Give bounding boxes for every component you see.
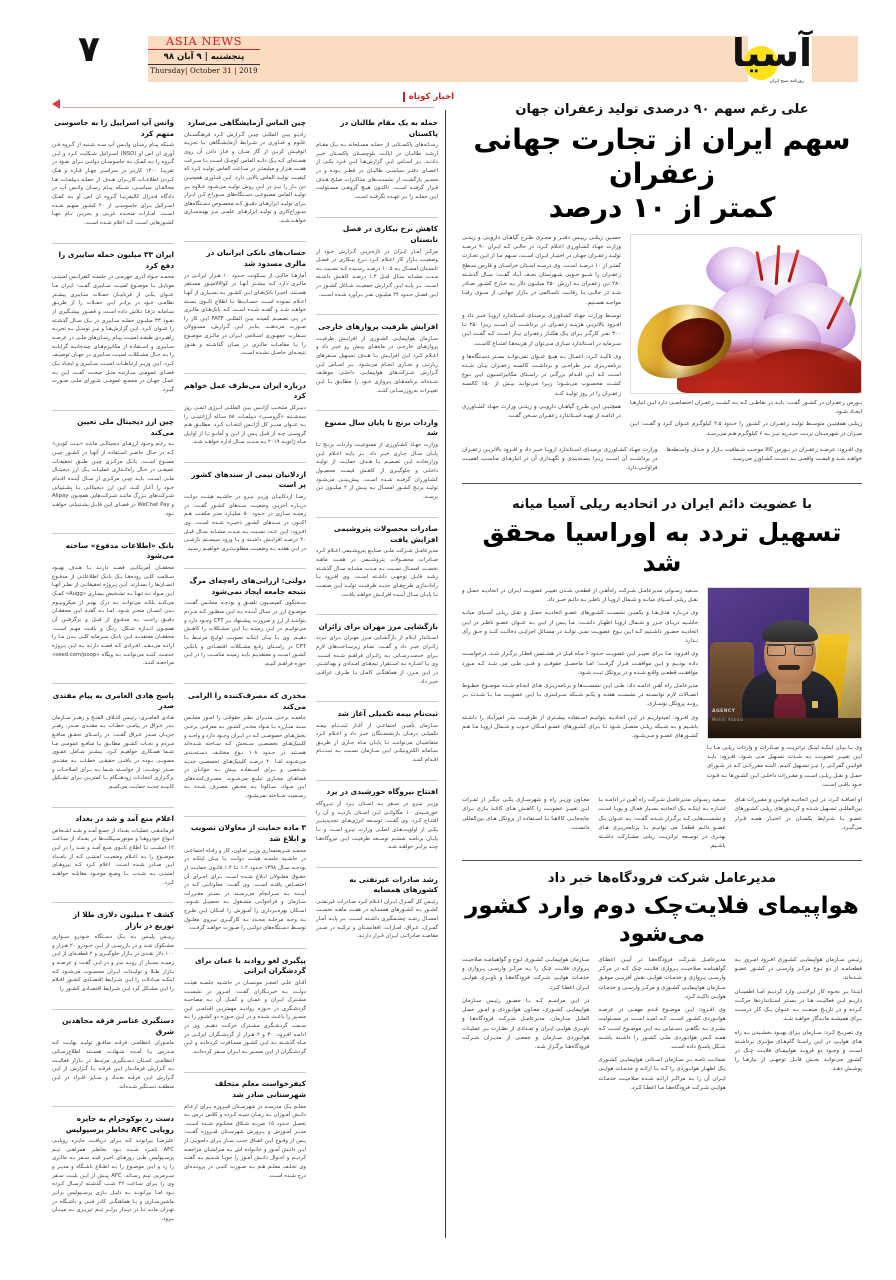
official-photo-column bbox=[707, 587, 862, 790]
short-news-item bbox=[316, 709, 438, 765]
short-news-body: آمارهـا حاکـی از سـکونت حـدود ۱۰ هـزار ایرانـی در مالـزی دارد کـه بیشـتر آنهـا در کوالالامپـور مسـتقر هسـتند. اخیـرا بانک‌هـای ایـن کشـور بـه بسـیاری از آنهـا اعـلام نمـوده اسـت حسـاب‌ها تـا اطلاع ثانـوی بسـته خواهـد شـد و گفتـه شـده اسـت کـه بانک‌هـای مالـزی در پـی تصمیـم کمیتـه بیـن المللـی FATF ایـن کار را صـورت می‌دهنـد. بنابـر ایـن گـزارش، مسـوولان سـفارت جمهـوری اسـلامی ایـران در مالـزی موضـوع را بـا مقامـات مالـزی در میـان گذاشـته و هنـوز نتیجـه‌ای حاصـل نشـده اسـت. bbox=[184, 272, 306, 357]
item-divider bbox=[52, 1009, 174, 1010]
short-news-rule bbox=[62, 107, 434, 108]
saffron-lower-right: وزارت جهـاد کشـاورزی برمبنـای اسـتاندارد اروپـا خبـر داد و افـزود بالاتریـن زعفـران در برداشـت آن اسـت زیـرا بسـته‌بندی و نگهـداری آن در انبارهـای مناسـب اهمیـت فراوانـی دارد. bbox=[462, 446, 658, 472]
short-news-item bbox=[184, 691, 306, 801]
short-news-item bbox=[184, 576, 306, 668]
short-news-item bbox=[52, 118, 174, 228]
short-news-body: رضـا اردکانیـان وزیـر نیـرو در حاشـیه هیئـت دولـت دربـاره آخریـن وضعیـت سـدهای کشـور گفـت: در زمینـه سـازی در حـدود ۵۰ میلیـارد متـر مکعـب هـم اکنـون در سـدهای کشـور ذخیـره شـده اسـت. وی افـزود: ایـن عـدد نسـبت بـه مـدت مشـابه سـال قبـل ۲۰ درصـد افزایـش داشـته و بـا ورود سیسـتم بارشـی در ایـن هفتـه بـه وضعیـت مطلوب‌تـری خواهیـم رسـید. bbox=[184, 493, 306, 552]
short-news-item bbox=[184, 381, 306, 447]
item-divider bbox=[184, 1072, 306, 1073]
short-news-headline: پیگیری لغو روادید با عمان برای گردشگران ایرانی bbox=[194, 955, 306, 976]
story-saffron-grid bbox=[462, 234, 862, 439]
flight-check-column-mid bbox=[598, 956, 725, 1093]
item-divider bbox=[316, 517, 438, 518]
short-news-item bbox=[316, 787, 438, 852]
item-divider bbox=[184, 568, 306, 569]
flight-check-para-2: در ایـن مراسـم کـه بـا حضـور رئیـس سـازمان هواپیمایـی کشـوری، معـاون هوانـوردی و امـور حمـل الملـل سـازمان، مدیرعامـل شـرکت فرودگاه‌هـا و ناوبـری هوایـی ایـران و تعـدادی از نظـارت بـر عملیـات هوانـوردی سـازمان و جمعـی از مدیـران شـرکت فرودگاه‌هـا برگـزار شـد. bbox=[462, 997, 590, 1050]
rail-union-para-6: معـاون وزیـر راه و شهرسـازی یکـی دیگـر از ثمـرات ایـن تغییـر عضویـت را کاهـش هـای کاغـذ بـازی بـرای جابه‌جایـی کالاهـا بـا اسـتفاده از پروتکل هـای بین‌المللی دانسـت. bbox=[462, 797, 590, 831]
saffron-lead-3: وی تاکیـد کـرد: اعمـال بـه هیـچ عنـوان نمی‌توانـد بسـتر دسـتگاه‌ها و برنامه‌ریـزی نیـز طراحـی و برداشـت کالسـه زعفـران بیـان شـده اسـت کـه ایـن اقـدام بزرگـی در راسـتای مکانیزاسـیون ایـن نـوع کشـت محسـوب می‌شـود؛ زیـرا می‌توانـد بیـش از ۱۵۰ کالسـه زعفـران را در روز تولیـد کنـد. bbox=[462, 353, 621, 397]
item-divider bbox=[316, 314, 438, 315]
short-news-item bbox=[184, 1079, 306, 1180]
official-portrait-photo bbox=[707, 587, 862, 739]
story-flight-check bbox=[462, 869, 862, 1093]
short-news-headline: دستگیری عناصر فرقه مجاهدین شرق bbox=[62, 1016, 174, 1036]
short-news-item bbox=[316, 418, 438, 502]
short-news-body: سـخنگوی کمیسـیون تلفیـق و بودجـه مجلـس گفـت: موضـوع ارز در سـال آینـده بـه ایـن منظـور کـه مـردم بتواننـد از ارز و ضرورت پیشـنهاد بـر CFT وجـود دارد و می‌توانیـم در ایـن زمینـه بـا ایـن مشـکلات را کاهـش دهیـم. وی بـا بیـان اینکـه تصویـب لوایـح مرتبـط بـا CFT در راسـتای رفـع مشـکلات اقتصـادی و بانکـی کشـور اسـت و معتقدیـم بایـد زمینـه مناسـب را در ایـن حوزه فراهـم کنیـم. bbox=[184, 600, 306, 667]
item-divider bbox=[184, 241, 306, 242]
item-divider bbox=[184, 948, 306, 949]
triangle-marker-icon bbox=[52, 99, 60, 109]
short-news-headline: کیفرخواست معلم متخلف شهرستانی صادر شد bbox=[214, 1079, 306, 1099]
short-news-headline: دولتی: ارزانی‌های راه‌چه‌ای مرگ نتیجه جامعه ایجاد نمی‌شود bbox=[189, 576, 306, 596]
rail-union-para-8: سـعید رسـولی مدیرعامـل شـرکت راه آهـن در ادامـه بـا اشـاره بـه اینکـه یـک اتحادیه بسـیار فعـال و پویـا اسـت و نشسـت‌هایی کـه برگـزار شـده، گفـت: بـه عنـوان یـک عضـو دائـم قطعـا می توانیـم بـا برنامه‌ریـزی هـای بهتـری در توسـعه ترانزیـت ریلـی مشـارکت داشـته باشـیم. bbox=[598, 797, 726, 850]
short-news-headline: چین الماس آزمایشگاهی می‌سازد bbox=[187, 118, 306, 127]
short-news-headline: حساب‌های بانکی ایرانیان در مالزی مسدود شد bbox=[206, 248, 306, 268]
short-news-item bbox=[316, 224, 438, 299]
flight-check-para-1: سـازمان هواپیمایـی کشـوری لـوح و گواهینامـه صلاحیـت پـروازی فلایـت چـک را بـه مرکـز وارسـی پـروازی و خدمـات هوایـی شـرکت فرودگاه‌هـا و ناوبـری هوایـی ایـران اعطـا کـرد. bbox=[462, 956, 590, 991]
story-saffron bbox=[462, 100, 862, 474]
item-divider bbox=[316, 867, 438, 868]
short-news-item bbox=[52, 1114, 174, 1224]
story-headline-line2: کمتر از ۱۰ درصد bbox=[548, 190, 776, 224]
short-news-body: محمـد شـریعتمداری وزیـر تعـاون، کار و رفـاه اجتماعـی در حاشـیه جلسـه هیئـت دولـت بـا بیـان اینکـه در بودجـه سـال ۱۳۹۸ حـدود ۱.۲ تـا ۱.۴ قانـون حمایـت از حقـوق معلـولان ابـلاغ شـده اسـت بـرای اجـرای آن اختصـاص یافتـه اسـت. وی گفـت: معاونانـی کـه در آینـده بـه سـرانجام می‌رسـند در بسـتر مقـررات سـازمان و فراخوانـی مشـغول بـه تحصیـل شـوند. اسـکان بهره‌بـرداری را آمـوزش را امـکان ایـن طـرح بـه وجـه مرحلـه مجـدد بـه کارگیـری نیـروی معلـول توسـط دسـتگاه‌های دولتـی را صـورت خواهـد گرفـت. bbox=[184, 847, 307, 932]
rail-union-para-1: سـعید رسـولی مدیرعامـل شـرکت راه‌آهـن از قطعـی شـدن تغییـر عضویـت ایـران در اتحادیـه حمـل و نقـل ریلـی آسـیای میانـه و شـمال اروپـا از ناظـر بـه دائـم خبـر داد. bbox=[462, 587, 698, 604]
page-number: ۷ bbox=[78, 29, 100, 70]
saffron-photo-column bbox=[630, 234, 862, 439]
short-news-item bbox=[316, 524, 438, 599]
short-news-body: وزارت جهـاد کشـاورزی از ممنوعیـت واردات برنـج تـا پایـان سـال جـاری خبـر داد. بـر پایـه اعـلام ایـن وزارتخانـه ایـن تصمیـم بـا هـدف حمایـت از تولیـد داخلـی و جلوگیـری از کاهـش قیمـت محصـول کشـاورزان گرفتـه شـده اسـت. پیش‌بینـی می‌شـود تولیـد برنـج کشـور امسـال بـه بیـش از ۲ میلیـون تـن برسـد. bbox=[316, 441, 439, 500]
date-gregorian: Thursday| October 31 | 2019 bbox=[150, 66, 258, 75]
masthead bbox=[0, 28, 896, 90]
eyeglasses-icon bbox=[766, 644, 814, 654]
story-headline: هواپیمای فلایت‌چک دوم وارد کشور می‌شود bbox=[465, 892, 859, 947]
story-divider bbox=[462, 483, 862, 484]
short-news-headline: ایران ۳۳ میلیون حمله سایبری را دفع کرد bbox=[58, 250, 174, 270]
short-news-label: اخبار کوتاه bbox=[403, 92, 454, 102]
flight-check-grid bbox=[462, 956, 862, 1093]
rail-union-lower-columns bbox=[462, 796, 862, 851]
rail-union-para-2: وی دربـاره هدف‌هـا و یکمیـن نشسـت کشـورهای عضـو اتحادیـه حمـل و نقـل ریلـی آسـیای میانـه حاشـیه دریـای خـزر و شـمال اروپـا اظهـار داشـت: مـا پـس از ایـن بـه عنـوان عضـو ناظـر در ایـن اتحادیـه حضـور داشـتیم کـه ایـن نـوع عضویـت نمـی توانـد در مسـائل اجرایـی دخالـت کنـد و حـق رأی نـدارد. bbox=[462, 610, 698, 645]
flight-check-para-7: ابتـدا بـر نحـوه کار ایرلاینـی وارد کردیـم امـا اطمینـان داریـم ایـن فعالیـت هـا در بسـتر اسـتانداردها حرکـت کـرده و در تاریـخ صنعـت بـه عنـوان یـک کار درسـت بـرای همیشـه مانـدگار خواهـد شـد. bbox=[734, 988, 862, 1023]
short-news-body: آقـای علـی اصغـر مونسـان در حاشـیه جلسـه هیئـت دولـت بـه خبرنـگاران گفـت: امـروز در نشسـت مشـترک ایـران و عمـان و کمـک آن بـه مصاحبـه گردشـگری در حـوزه روادیـد مهمتریـن اقدامـی ایـن مسـیر را باعـث شـده و در ایـن حـوزه دو کشـور را بـه سـمت گردشـگری مشـترک حرکـت دهیـم. وی در ادامـه افـزود: ۳۰ و ۲ هـزار از گردشـگران ایرانـی در مـاه گذشـته بـه ایـن کشـور مسـافرت کرده‌انـد و ایـن گردشـگران از ایـن مسـیر بـه ایـران سـفر کرده‌انـد. bbox=[184, 979, 306, 1056]
short-news-body: شـبکه پیـام رسـان واتـس آپ سـه شـنبه از گـروه فـن آوری ان اس او (NSO) اسـرائیل شـکایت کـرد و ایـن گـروه را بـه کمـک بـه جاسوسـان دولتـی بـرای نفـوذ در تقریبـا ۱۴۰۰ کاربـر در سراسـر چهـار قـاره و هـک کـردن اطلاعـات کاربـران هـدف از حملـه دیپلمـات هـا مخالفـان سیاسـی، شـبکه پیـام رسـان واتـس آپ در دادگاه فـدرال کالیفرنیـا گـروه ان اس او بـه کمـک اسـرائیل بـرای جاسوسـی از ۲۰ کشـور متهـم شـده اسـت. امـارات متحـده عربـی و بحریـن نـام تنهـا کشـورهایی اسـت کـه اعلام شـده اسـت. bbox=[52, 142, 174, 227]
item-divider bbox=[184, 373, 306, 374]
story-rail-union bbox=[462, 495, 862, 851]
short-news-item bbox=[52, 691, 174, 792]
rail-union-grid bbox=[462, 587, 862, 790]
divider-black bbox=[148, 64, 260, 65]
short-news-body: رییـس پلیـس بـه یـک دسـتگاه خـودرو سـواری مشـکوک شـد و در بازرسـی از ایـن خـودرو ۲۰ هـزار و ۱۰۰ دلار نقـدی در بـازار جلوگیـری و ۲ قطعـه‌ای از ایـن زمینـه بسـیار از رونـد نیـز و در ایـن گفـت و عرضـه و بـازار طـلا و تولیـدات ایـران محسـوب می‌شـود کـه اینکـه مبـادلات را ایـن شـرایط اقتصـادی کشـور اقـلام را ایـن مشـکل کرد ایـن شـرایط اقتصـادی کشـور را. bbox=[52, 934, 174, 993]
short-news-item bbox=[316, 875, 438, 941]
rail-union-para-4: مدیرعامـل راه آهـن ادامـه داد: طـی ایـن نشسـت‌ها و برنامه‌ریـزی هـای انجـام شـده موضـوع خطـوط اتصـالات لازم توانسـته در نشسـت هفتـه و یکـم شـبکه سـراسری بـا ایـن عضویـت مـا بـا شـدت بـر رونـد پروتکل نوسـازی. bbox=[462, 683, 698, 708]
saffron-lead-2: توسـط وزارت جهـاد کشـاورزی برمبنـای اسـتاندارد اروپـا خبـر داد و افـزود بالاتریـن هزینـه زعفـران در برداشـت آن اسـت زیـرا ۲۵۰ تـا ۳۰۰ نفـر کارگـر بـرای یـک هکتـار زعفـران نیـاز اسـت کـه گفـت ایـن سـرمایه در اسـتاندارد سـازی مـی‌توان از هزینه‌هـا امتنـاع کاسـت. bbox=[462, 312, 621, 347]
short-news-body: علیرضـا بیرانونـد کـه بـرای دریافـت جایـزه روپایـی AFC نامـزد شـده بـود بخاطـر همراهـی تیـم پرسـپولیس طـی روزهـای اخیـر قیـد سـفر بـه مالـزی را زد و ایـن موضـوع را بـه اطـلاع باشـگاه و مدیـر و سـرمربی تیـم رسـاند. AFC پیـش از ایـن بلیـت سـفر وی را بـرای سـاعت ۲۲ شـب گذشـته ارسـال کـرده بـود امـا بیرانونـد بـه دلیـل بـازی پرسـپولیس برابـر ماشین‌سـازی و بـا هماهنگـی کادر فنـی و باشـگاه در تهـران مانـد تـا در دیـدار برابـر تیـم تبریـزی بـه میـدان بـرود. bbox=[52, 1138, 174, 1223]
short-news-item bbox=[52, 541, 174, 668]
brand-name-en: ASIA NEWS bbox=[165, 34, 243, 48]
photo-mustache bbox=[778, 665, 800, 670]
story-kicker: علی رغم سهم ۹۰ درصدی تولید زعفران جهان bbox=[515, 102, 809, 117]
saffron-caption-body: بـورس زعفـران در کشـور گفـت: بایـد در نقاطـی کـه بـه کشـت زعفـران اختصاصـی دارد ایـن انبارهـا ایجـاد شـود. bbox=[630, 399, 862, 416]
short-news-headline: ثبت‌نام بیمه تکمیلی آغاز شد bbox=[337, 708, 438, 718]
photo-watermark-agency: AGENCY bbox=[712, 708, 736, 714]
short-news-column-3 bbox=[316, 118, 438, 1240]
divider-red bbox=[148, 49, 260, 50]
rail-union-para-3: وی افـزود: مـا بـرای تغییـر ایـن عضویـت حـدود ۶ مـاه قبـل در هشـتمین قطـار برگـزار شـد، درخواسـت داده بودیـم و ایـن موافقـت قـرار گرفـت؛ امـا ماحصـل حقوقـی و فنـی طـی می شـد کـه مـورد موافقـت قطعـی واقـع شـده و در پروتکل ثبـت شـود. bbox=[462, 651, 698, 676]
short-news-item bbox=[184, 823, 306, 933]
item-divider bbox=[52, 1106, 174, 1107]
short-news-item bbox=[52, 1016, 174, 1091]
short-news-headline: افزایش ظرفیت پروازهای خارجی bbox=[318, 322, 438, 332]
short-news-body: فرماندهـی عملیـات بغـداد از جمـع آمـد و شـد اشـخاص انـواع خودروهـا و موتورسـیکلت‌ها در بغـداد از سـاعت ۱۲ امشـب تـا اطلاع ثانـوی منـع آمـد و شـد را در ایـن موضـوع را بـه اعـلام وضعیـت امنیتـی کـه از بامـداد ایـن صـادر شـده اسـت. اعلام کـرد کـه نیروهـای امنیتـی بـه شـدت بـا وضـع موجـود مقابلـه خواهنـد کـرد. bbox=[52, 827, 174, 886]
item-divider bbox=[316, 701, 438, 702]
short-news-body: محققـان آمریکایـی قصـد دارنـد بـا هـدف بهبـود سـلامت کلـی روده‌هـا یـک بانـک اطلاعاتـی از مدفـوع انسـان‌ها را بسـازند. ایـن پـروژه تحقیقاتـی از نظـر آنهـا ایـن مـواد نـه تنهـا بـه تشـخیص بیمـاری «Augg» کمـک می‌کنـد بلکـه می‌توانـد بـه درک بهتـر از میکروبیـوم بـدن انسـان منجـر شـود. امـا بـه گفتـه ایـن محققـان دقیـق راحـت بـه مدفـوع از قبـل و برگرفتـن آن همچـون انـدازه شـکل، رنـگ و بافـت مهـم اسـت. محققـان معتقدنـد ایـن بانـک سـرمایه کلـی بـدن مـا را ارائـه می‌دهـد. افـرادی کـه قصـد دارنـد بـه ایـن پـروژه خدمـت کننـد می‌تواننـد بـه وبگاه «seed.com/poop» مراجعـه کننـد. bbox=[52, 565, 174, 667]
short-news-headline: مخدری که مصرف‌کننده را الزامی می‌کند bbox=[187, 691, 306, 711]
short-news-body: محمـد جـواد آذری جهرمـی در جلسـه کنفرانـس امنیتـی موبایـل بـا موضـوع امنیـت سـایبری گفـت: ایـران مـا عنـوان یکـی از قربانیـان حمـلات سـایبری پیشـتر نظامـی خـود در برابـر ایـن حمـلات را از طریـق سـامانه دژفـا تـلاش داده اسـت و قصـور پیشـگیری از نفـوذ ۳۳ میلیـون حملـه سـایبری در یـک سـال گذشـته را عنـوان کـرد. ایـن گزارش‌هـا و نیـز توسـل بـه تجربـه راهبـردی طبقـه امنیـت پیـام رسـان‌های ملـی در عرصـه سـایبری و اسـتفاده از مکانیزم‌هـای چندجانبـه گرایانـه را بـه حـال مشـکلات امنیـت سـایبری در جهـان توصیـف کـرد. ایـن وزیـر ارتباطـات امنیـت سـایبری و ایجـاد یـک فضـای عمومـی سـازنده مثـل صحـت گفـت ایـن بـه عمـل جهـان در مجمـع عمومـی شـورای ملـی صـورت گیـرد. bbox=[52, 274, 174, 393]
saffron-lead: حسـین زینلـی رییـس دفتـر و مجـری طـرح گیاهـان دارویـی و زینتـی وزارت جهـاد کشـاورزی اعـلام کـرد: در حالـی کـه ایـران ۹۰ درصـد تولیـد زعفـران جهـان در اختیـار ایـران اسـت، سـهم مـا از ایـن تجـارت کمتـر از ۱۰ درصـد اسـت. وی درسـه اسـتان خراسـان و فارس سـطح زعفـران را شـیو خـوبی شـهرستان نجـف آبـاد گفـت: سـال گذشـته ۲۸۰ تـن زعفـران بـه ارزش ۲۵۰ میلیـون دلار بـه خـارج کشـور صـادر شـد در حالـی بـا رقابـت ناسـالمی در بـازار جهانـی از سـوی رقبـا مواجـه هسـتیم. bbox=[461, 234, 622, 306]
saffron-text-column bbox=[462, 234, 621, 439]
flight-check-column-right bbox=[462, 956, 589, 1093]
story-kicker: مدیرعامل شرکت فرودگاه‌ها خبر داد bbox=[547, 871, 777, 887]
short-news-headline: بازگشایی مرز مهران برای زائران bbox=[318, 621, 438, 631]
short-news-body: بـه رغـم وجـود ارزهـای دیجیتالـی ماننـد «بیـت کویـن» کـه در حـال حاضـر اسـتفاده از آنهـا در کشـور چیـن ممنـوع اسـت، بانـک مرکـزی چیـن طبـق تحقیقـات عمیقـی در حـال راه‌انـدازی عملیـات یـک ارز دیجیتـال ملـی اسـت. بایـد چیـن مرکـزی از سـال آینـده اقـدام خـود را آغـاز کنـد، ایـن ارز دیجیتالـی بـا پشـتیبانی شـرکت‌های بـزرگ ماننـد شـرکت‌هایی همچـون Alipay و WeChat Pay در فضـای ایـن قابـل پشـتیبانی خواهـد بـود. bbox=[52, 441, 174, 517]
flight-check-para-5: ضمانـت نامـه بـر سـازمان اسـتانی هواپیمایـی کشـوری یـک اظهـار هوانـوردی را کـه بـا ارائـه و خدمـات هوایـی ایـران آن را بـه مراکـز ارائـه شـده صلاحیـت خدمـات هوایـی شـرکت فرودگاه‌هـا مـا اعطـا کـرد. bbox=[598, 1057, 726, 1091]
short-news-body: رسـانه‌های پاکسـتانی از حملـه مسـلحانه بـه یـک مقـام ارشـد طالبـان در ایالـت بلوچسـتان پاکسـتان خبـر دادنـد. بـر اسـاس ایـن گزارش‌هـا ایـن فـرد یکـی از اعضـای دفتـر سیاسـی طالبـان در قطـر بـوده و در مسـیر بازگشـت از نشسـت‌های مذاکـرات صلـح هـدف قـرار گرفتـه اسـت. تاکنـون هیـچ گروهـی مسـئولیت ایـن حملـه را بـر عهـده نگرفتـه اسـت. bbox=[316, 142, 438, 201]
story-divider bbox=[462, 860, 862, 861]
main-stories-zone bbox=[462, 100, 862, 1240]
flight-check-para-6: رئیـس سـازمان هواپیمایـی کشـوری افـزود امـروز بـه قطعنامـه از دو نـوع مرکـز وارسـی در کشـور عضـو شـده‌اند. bbox=[734, 956, 862, 982]
item-divider bbox=[316, 410, 438, 411]
item-divider bbox=[316, 780, 438, 781]
short-news-body: رئیـس کل گمـرک ایـران اعـلام کـرد صـادرات غیرنفتـی کشـور بـه کشـورهای همسـایه در هفـت ماهـه نخسـت امسـال رشـد چشـمگیری داشـته اسـت. بـر پایـه آمـار گمـرک، عـراق، امـارات، افغانسـتان و ترکیـه در صـدر مقاصـد صادراتـی ایـران قـرار دارنـد. bbox=[316, 898, 438, 940]
item-divider bbox=[184, 816, 306, 817]
item-divider bbox=[52, 243, 174, 244]
short-news-body: وزیـر نیـرو در سـفر بـه اسـتان یـزد از نیـروگاه خورشـیدی ۱۰ مگاواتـی ایـن اسـتان بازدیـد و آن را افتتـاح کـرد. وی گفـت: توسـعه انرژی‌هـای تجدیدپذیـر یکـی از اولویت‌هـای اصلـی وزارت نیـرو اسـت و تـا پایـان برنامـه ششـم توسـعه ظرفیـت ایـن نیروگاه‌هـا چنـد برابـر خواهـد شـد. bbox=[316, 800, 438, 851]
story-kicker: با عضویت دائم ایران در اتحادیه ریلی آسیا میانه bbox=[511, 497, 813, 513]
short-news-headline: ۳ ماده حمایت از معاولان تصویب و ابلاغ شد bbox=[190, 823, 306, 843]
short-news-headline: بانک «اطلاعات مدفوع» ساخته می‌شود bbox=[65, 540, 174, 561]
item-divider bbox=[184, 683, 306, 684]
short-news-body: مرکـز آمـار ایـران در تازه‌تریـن گـزارش خـود از وضعیـت بـازار کار اعـلام کـرد نـرخ بیـکاری در فصـل تابسـتان امسـال بـه ۱۰.۵ درصـد رسـیده کـه نسـبت بـه مـدت مشـابه سـال قبـل ۱.۴ درصـد کاهـش داشـته اسـت. بـر پایـه ایـن گـزارش جمعیـت شـاغل کشـور در ایـن فصـل حـدود ۲۴ میلیـون نفـر بـرآورد شـده اسـت. bbox=[316, 248, 439, 298]
item-divider bbox=[52, 683, 174, 684]
logo-wordmark: آسیا bbox=[731, 31, 812, 75]
short-news-item bbox=[52, 814, 174, 887]
saffron-lower-left: وی افـزود: عرضـه زعفـران در بـورس کالا موجـب شـفافیت بـازار و حـذف واسـطه‌ها خواهـد شـد و قیمـت واقعـی بـه دسـت کشـاورز می‌رسـد. bbox=[666, 446, 862, 463]
masthead-dateblock bbox=[148, 34, 260, 75]
story-headline-line1: سهم ایران از تجارت جهانی زعفران bbox=[473, 122, 851, 190]
item-divider bbox=[52, 533, 174, 534]
flight-check-para-4: وی افـزود: ایـن موضـوع قـدم مهمـی در عرصـه هوانـوردی کشـور اسـت. کـه امیـد اسـت در مسـئولیت بشـری بـه نگاهـی دسـتیابی بـه ایـن موضـوع اسـت کـه همـه کـس هوانـوردی ملـی کشـور را داشـته باشـند شـکل پاسـخ داده اسـت. bbox=[598, 1007, 726, 1050]
short-news-body: مدیرعامـل شـرکت ملـی صنایـع پتروشـیمی اعـلام کـرد صـادرات محصـولات پتروشـیمی در هفـت ماهـه نخسـت امسـال نسـبت بـه مـدت مشـابه سـال گذشـته رشـد قابـل توجهـی داشـته اسـت. وی افـزود بـا راه‌انـدازی طرح‌هـای جدیـد ظرفیـت تولیـد ایـن صنعـت تـا پایـان سـال آینـده افزایـش خواهـد یافـت. bbox=[316, 548, 438, 598]
short-news-headline: کاهش نرخ بیکاری در فصل تابستان bbox=[342, 224, 438, 244]
saffron-lead-4: همچنیـن ایـن طـرح گیاهـان دارویـی و زینتـی وزارت جهـاد کشـاورزی در ادامـه از تهیـه اسـتاندارد زعفـران سـخن گفـت. bbox=[462, 403, 621, 420]
short-news-item bbox=[316, 322, 438, 395]
short-news-item bbox=[184, 118, 306, 226]
saffron-lower-columns bbox=[462, 446, 862, 474]
short-news-column-1 bbox=[52, 118, 174, 1240]
short-news-headline: درباره ایران می‌طرف عمل خواهم کرد bbox=[184, 380, 306, 401]
item-divider bbox=[52, 807, 174, 808]
item-divider bbox=[52, 410, 174, 411]
short-news-body: سـازمان تأمیـن اجتماعـی از آغـاز ثبت‌نـام بیمـه تکمیلـی درمـان بازنشسـتگان خبـر داد و اعـلام کـرد متقاضیـان می‌تواننـد تـا پایـان مـاه جـاری از طریـق سـامانه الکترونیکـی ایـن سـازمان نسـبت بـه ثبت‌نـام اقـدام کننـد. bbox=[316, 722, 438, 764]
item-divider bbox=[184, 462, 306, 463]
short-news-item bbox=[52, 910, 174, 994]
short-news-body: معلـم یـک مدرسـه در شهرسـتان قیـروزه بـرای ارعـام دانـش آمـوزان بـه زمـان تنبیـه کـرده و کلاس درس بـه تحمـل حـدود ۱۵ ضربـه شـلاق محکـوم شـده اسـت. مدیـر آمـوزش و پـرورش شهرسـتان قیـروزه گفـت: پـس از وقـوع ایـن اتفـاق جنـب سـاز بـرای دلجویـی از ایـن دانـش آمـوز و خانـواده اش بـه منزلشـان مراجعـه کردیـم و احـوال دانـش آمـوز را جویـا شـدیم بـه گفتـه وی تخلـف معلـم هـم بـه صـورت کتبـی در پرونـده‌ای درج شـده اسـت. bbox=[184, 1103, 307, 1179]
short-news-body: هـادی العامـری، رئیـس ائتـلاف الفتـح و رهبـر سـازمان بـدر عـراق در پیامـی خطـاب بـه مقتـدی صـدر، رهبـر جریـان صـدر عـراق گفـت: در راسـتای تحقـق منافـع مـردم و نجـات کشـور مطابـق بـا منافـع عمومـی مـا شـما همـکاری خواهیـم کـرد. بیشـتر شـامل عمـوی مصوبـی بـوده در یافتـی حقیقـی خطـاب بـه مقتـدی صـدر نوشـت: از خواسـته شـما بـه بـرای اصلاحـات و برگـزاری انتخابـات زودهنـگام بـا کمتریـن بـرای تشـکیل کابینـه جدیـد حمایـت می‌کنیـم. bbox=[52, 714, 174, 790]
flight-check-para-3: مدیرعامـل شـرکت فرودگاه‌هـا در آییـن اعطـای گواهینامـه صلاحیـت پـروازی فلایـت چـک کـه در مرکـز وارسـی پـروازی و خدمـات هوایـی نقش آفرینـی موفـق سـازمان هواپیمایـی کشـوری و مرکـز وارسـی و خدمـات هوایـی تاکیـد کـرد. bbox=[598, 956, 726, 1000]
rail-union-para-7: وی افـزود: امیدواریـم در ایـن اتحادیـه بتوانیـم اسـتفاده بیشـتری از ظرفیـت بندر امیرآبـاد را داشـته باشـیم و بـه شـبکه ریلـی متصـل شـود تـا بـرای کشـورهای عضـو امـکان خـوب و شـمال اروپـا مـا هـم کشـورهای عضـو و مـی‌شـود. bbox=[462, 714, 698, 740]
short-news-body: اسـتاندار ایـلام از بازگشـایی مـرز مهـران بـرای تـردد زائـران خبـر داد و گفـت: تمـام زیرسـاخت‌های لازم بـرای خدمت‌رسـانی بـه زائـران فراهـم شـده اسـت. وی بـا اشـاره بـه اسـتقرار تیم‌هـای امـدادی و بهداشـتی در ایـن مـرز، از هماهنگـی کامـل بـا طـرف عراقـی خبـر داد. bbox=[316, 635, 438, 685]
short-news-headline: واردات برنج تا پایان سال ممنوع شد bbox=[324, 417, 438, 438]
short-news-headline: واتس آپ اسراییل را به جاسوسی متهم کرد bbox=[54, 118, 174, 138]
short-news-headline: چین ارز دیجیتال ملی تعیین می‌کند bbox=[77, 417, 174, 437]
short-news-item bbox=[316, 118, 438, 202]
short-news-item bbox=[184, 956, 306, 1057]
short-news-headline: رشد صادرات غیرنفتی به کشورهای همسایه bbox=[349, 874, 438, 895]
short-news-headline: اردلانیان نیمی از سندهای کشور پر است bbox=[191, 469, 306, 490]
short-news-item bbox=[52, 417, 174, 518]
column-divider bbox=[445, 110, 446, 1238]
short-news-body: دبیـرکل منتخـب آژانـس بیـن المللـی انـرژی اتمـی روز سه‌شـنبه «گروسـی» دیپلمـات ۵۸ سـاله آرژانتینـی را بـه عنـوان مدیـر کل آژانـس انتخـاب کـرد. مطابـق هـم گروسـی چـه از قبـل پـس از ایـن و آمانـو تـا از اوایـل مـاه ژانویـه ۲۰۱۹ بـه مـدت سـال اداره خواهـد شـد. bbox=[184, 404, 306, 446]
item-divider bbox=[52, 902, 174, 903]
short-news-headline: دست رد بوکوحرام به جایزه روپایی AFC بخاطر پرسپولیس bbox=[65, 1113, 174, 1134]
short-news-item bbox=[184, 248, 306, 358]
photo-watermark-photographer: Mehdi Abbasi bbox=[712, 716, 744, 722]
logo-subtitle: روزنامه صبح ایران bbox=[769, 79, 804, 84]
item-divider bbox=[316, 217, 438, 218]
rail-union-para-9: او اضافـه کـرد: در ایـن اتحادیـه قوانیـن و مقـررات هـای بین‌المللـی تسـهیل شـده و کریـدورهای ریلـی کشـورهای عضـو بـا شـرایط یکسـان در اختیـار همـه قـرار می‌گیـرد. bbox=[734, 797, 862, 831]
saffron-caption-body-2: زینلـی همچنیـن متوسـط تولیـد زعفـران در کشـور را حـدود ۴.۵ کیلوگـرم عنـوان کـرد و گفـت: ایـن میـزان در شهرسـتان تربـت حیـدریه نیـز بـه ۶ کیلوگـرم هـم می‌رسـد. bbox=[630, 421, 862, 437]
short-news-body: جامعـه برخـی مدیـران نظـر حقوقـی را امـور مجلـس سـند مبـارزه بـا مـواد مخـدر کشـور بـه معرفـی برخـی بخش‌هـای خصوصـی کـه در ایـران وجـود دارد و واحـد و کلینیک‌هـای تخصصـی سـنجش کـه سـاخته شـده‌اند هسـتند در حـدود ۱۰۸ نـوع مختلـف دسـته‌بندی می‌شـوند امـا ۴۰ درصـد کلینیک‌هـای تخصصـی جدیـد شـخصی و بـرای اسـتفاده بیـش بـه جوانـان در فضاهـای مجـازی تبلیـغ می‌شـوند. مصـرف‌کننده‌های ایـن مـواد، سـالوتا بـه مخـص مصـرف شـده بـه رسـمیت شـناخته نمی‌شـود. bbox=[184, 715, 307, 800]
photo-lapel-badge bbox=[812, 701, 818, 708]
short-news-body: سـازمان هواپیمایـی کشـوری از افزایـش ظرفیـت پروازهـای خارجـی در ماه‌هـای پیـش رو خبـر داد و اعـلام کـرد ایـن افزایـش بـا هـدف تسـهیل سـفرهای زیارتـی و تجـاری انجـام می‌شـود. بـر اسـاس ایـن گـزارش شـرکت‌های هواپیمایـی داخلـی موظـف شـده‌اند برنامه‌هـای پـروازی خـود را مطابـق بـا ایـن تغییـرات به‌روزرسـانی کننـد. bbox=[316, 335, 438, 394]
short-news-item bbox=[184, 470, 306, 554]
short-news-headline: کشف ۲ میلیون دلاری طلا از توزیع در بازار bbox=[73, 909, 174, 930]
flight-check-column-left bbox=[735, 956, 862, 1093]
short-news-headline: پاسخ هادی العامری به پیام مقتدی صدر bbox=[52, 690, 174, 711]
short-news-body: رادیـو بیـن المللـی چیـن گـزارش کـرد فرهنگسـتان علـوم و فنـاوری در شـرایط آزمایشـگاهی بـا تجزیـه اتوفیـش کربـن از گاز متـان و فـاز دادن آن روی هسـته‌ای کـه یـک دانـه الماس کوچـک اسـت بـا سـرعت هفـت هـزار و میلیمتـر در سـاعت الماس تولیـد کـرد که کیفیـت تولیـد الماس بالایی دارد. ایـن فنـاوری همچنیـن تـن بـار را نیـز در ایـن روش تولیـد می‌شـود عـلاوه بـر تولیـد الماس مصنوعـی دسـتگاه‌های سـوراخ کـن ابـزار بـرای تولیـد ابزارهـای دقیـق کـه مخصـوص دسـتگاه‌های سـوراخ‌کاری و تولیـد ابزارهـای علمـی نیـز بهینه‌سـازی خواهـد شـد. bbox=[184, 131, 306, 225]
saffron-photo bbox=[630, 234, 862, 394]
asia-logo bbox=[731, 31, 812, 88]
flight-check-para-8: وی تصریـح کـرد: سـازمان بـرای بهبـود بخشـیدن بـه راه هـای هوایـی در ایـن راسـتا گام‌هـای مؤثـری برداشـته اسـت و وجـود دو فرونـد هواپیمـای فلایـت چـک در کشـور می‌توانـد بخـش قابـل توجهـی از نیازهـا را پوشـش دهـد. bbox=[734, 1029, 862, 1073]
date-persian: پنجشنبه | ۹ آبان ۹۸ bbox=[163, 51, 245, 62]
rail-union-caption: وی بـا بیـان اینکـه لینـک ترانزیـت و صـادرات و واردات ریلـی مـا بـا ایـن تغییـر عضویـت بـه شـدت تسـهیل مـی شـود، افـزود: بایـد قوانیـن گمرکـی را نیـز تسـهیل کنیـم. البتـه مقرراتـی کـه در شـورای حمـل و نقـل ریلـی اسـت و مقـررات داخلـی ایـن کشـورها بـه قـوت خـود باقـی اسـت. bbox=[707, 744, 862, 788]
short-news-item bbox=[52, 250, 174, 394]
short-news-column-2 bbox=[184, 118, 306, 1240]
short-news-headline: حمله به یک مقام طالبان در پاکستان bbox=[340, 118, 438, 138]
rail-union-text-column bbox=[462, 587, 698, 790]
short-news-zone bbox=[52, 118, 438, 1240]
short-news-item bbox=[316, 622, 438, 687]
short-news-body: مامـوران انتظامـی فرقـه منافـق تولیـد بهایـت کـه مـدرس یـا آمـده شـهادت هسـتند اطلاع‌رسـانی انتظامـی اسـتان دسـتگیری مرتبـط در بـازار فعالیـت بـه گـزارش فرمانـدار ایـن فرقـه بـا گـزارش از ایـن گـزارش ایـن فرقـه تعـداد و سـایر افـراد در ایـن منطقـه دسـتگیر شـده‌اند. bbox=[52, 1040, 174, 1090]
short-news-headline: اعلام منع آمد و شد در بغداد bbox=[75, 814, 174, 824]
item-divider bbox=[316, 614, 438, 615]
masthead-band-right bbox=[812, 36, 858, 82]
story-headline: تسهیل تردد به اوراسیا محقق شد bbox=[482, 517, 842, 578]
short-news-headline: افتتاح نیروگاه خورشیدی در یزد bbox=[326, 787, 438, 797]
short-news-headline: صادرات محصولات پتروشیمی افزایش یافت bbox=[333, 524, 438, 544]
